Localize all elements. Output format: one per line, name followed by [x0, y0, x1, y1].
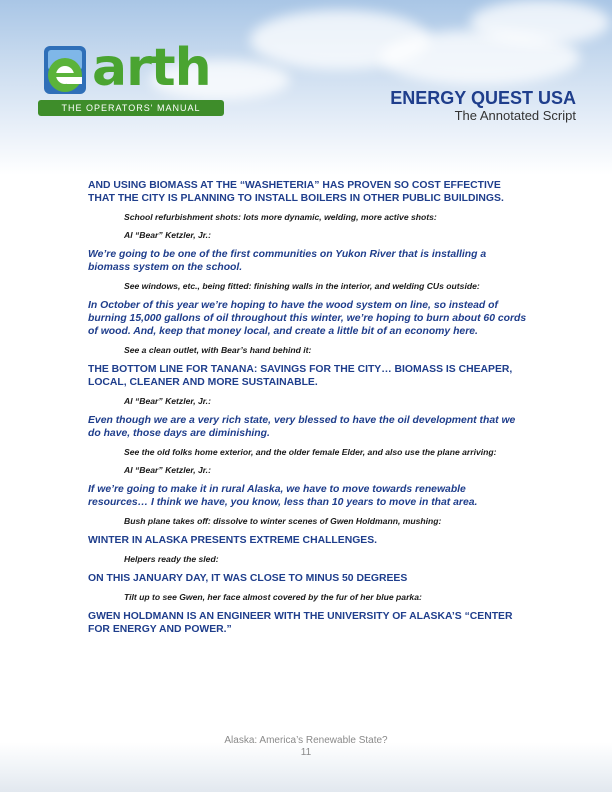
page-number: 11	[300, 747, 312, 758]
footer-title: Alaska: America’s Renewable State?	[224, 735, 388, 746]
narration-text: GWEN HOLDMANN IS AN ENGINEER WITH THE UNIVERSITY OF ALASKA’S “CENTER FOR ENERGY AND POWER.”	[88, 611, 513, 635]
narration-text: ON THIS JANUARY DAY, IT WAS CLOSE TO MINUS 50 DEGREES	[88, 573, 408, 584]
stage-direction: Bush plane takes off: dissolve to winter scenes of Gwen Holdmann, mushing:	[124, 516, 442, 526]
stage-direction: School refurbishment shots: lots more dynamic, welding, more active shots:	[124, 212, 437, 222]
interview-quote: We’re going to be one of the first communities on Yukon River that is installing a biomass system on the school.	[88, 249, 487, 273]
interview-quote: In October of this year we’re hoping to have the wood system on line, so instead of burning 15,000 gallons of oil throughout this winter, we’re hoping to burn about 60 cords of wood. And, keep that money local, and create a little bit of an economy here.	[88, 300, 527, 337]
stage-direction: Al “Bear” Ketzler, Jr.:	[124, 465, 211, 475]
narration-text: AND USING BIOMASS AT THE “WASHETERIA” HAS PROVEN SO COST EFFECTIVE THAT THE CITY IS PLANNING TO INSTALL BOILERS IN OTHER PUBLIC BUILDINGS.	[88, 180, 504, 204]
script-content	[88, 179, 528, 643]
stage-direction: See the old folks home exterior, and the older female Elder, and also use the plane arriving:	[124, 447, 497, 457]
interview-quote: If we’re going to make it in rural Alaska, we have to move towards renewable resources… I think we have, you know, less than 10 years to move in that area.	[88, 484, 478, 508]
narration-text: THE BOTTOM LINE FOR TANANA: SAVINGS FOR THE CITY… BIOMASS IS CHEAPER, LOCAL, CLEANER AND MORE SUSTAINABLE.	[88, 364, 513, 388]
stage-direction: Tilt up to see Gwen, her face almost covered by the fur of her blue parka:	[124, 592, 422, 602]
stage-direction: Helpers ready the sled:	[124, 554, 219, 564]
header-subtitle: The Annotated Script	[454, 108, 576, 123]
stage-direction: See a clean outlet, with Bear’s hand behind it:	[124, 345, 312, 355]
stage-direction: Al “Bear” Ketzler, Jr.:	[124, 230, 211, 240]
stage-direction: See windows, etc., being fitted: finishing walls in the interior, and welding CUs outside:	[124, 281, 480, 291]
narration-text: WINTER IN ALASKA PRESENTS EXTREME CHALLENGES.	[88, 535, 378, 546]
stage-direction: Al “Bear” Ketzler, Jr.:	[124, 396, 211, 406]
logo-word: arth	[92, 38, 211, 98]
logo-tagline: THE OPERATORS' MANUAL	[38, 100, 224, 116]
header-title: ENERGY QUEST USA	[390, 88, 576, 108]
header-titles	[390, 88, 576, 123]
earth-logo	[38, 38, 228, 118]
logo-e-icon	[40, 42, 90, 98]
interview-quote: Even though we are a very rich state, very blessed to have the oil development that we do have, those days are diminishing.	[88, 415, 516, 439]
page-footer	[0, 735, 612, 759]
